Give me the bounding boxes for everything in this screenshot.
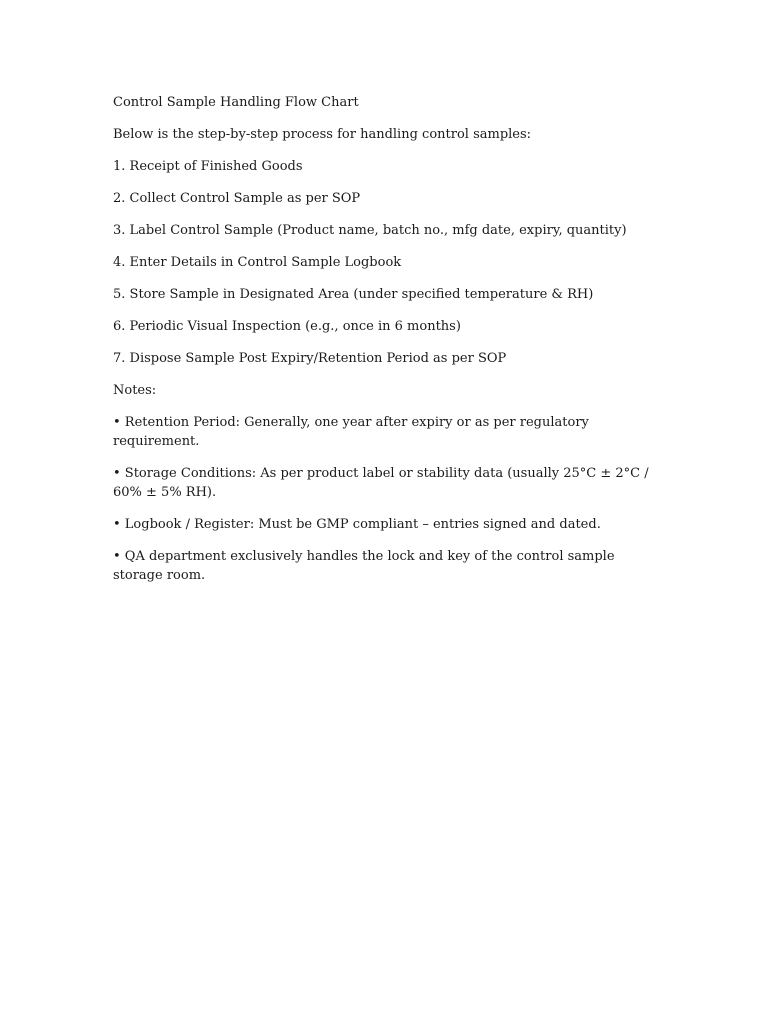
note-storage-conditions: • Storage Conditions: As per product label or stability data (usually 25°C ± 2°C / 60% ± 5% RH).: [113, 466, 649, 500]
notes-heading: Notes:: [113, 383, 157, 398]
step-3: 3. Label Control Sample (Product name, batch no., mfg date, expiry, quantity): [113, 223, 627, 238]
step-6: 6. Periodic Visual Inspection (e.g., once in 6 months): [113, 319, 461, 334]
step-1: 1. Receipt of Finished Goods: [113, 159, 303, 174]
document-title: Control Sample Handling Flow Chart: [113, 95, 359, 110]
document-intro: Below is the step-by-step process for handling control samples:: [113, 127, 532, 142]
note-logbook-register: • Logbook / Register: Must be GMP compliant – entries signed and dated.: [113, 517, 601, 532]
note-qa-department: • QA department exclusively handles the lock and key of the control sample storage room.: [113, 549, 615, 583]
step-5: 5. Store Sample in Designated Area (under specified temperature & RH): [113, 287, 594, 302]
document-body: [113, 93, 658, 598]
step-2: 2. Collect Control Sample as per SOP: [113, 191, 361, 206]
step-4: 4. Enter Details in Control Sample Logbook: [113, 255, 402, 270]
step-7: 7. Dispose Sample Post Expiry/Retention Period as per SOP: [113, 351, 507, 366]
note-retention-period: • Retention Period: Generally, one year after expiry or as per regulatory requirement.: [113, 415, 589, 449]
